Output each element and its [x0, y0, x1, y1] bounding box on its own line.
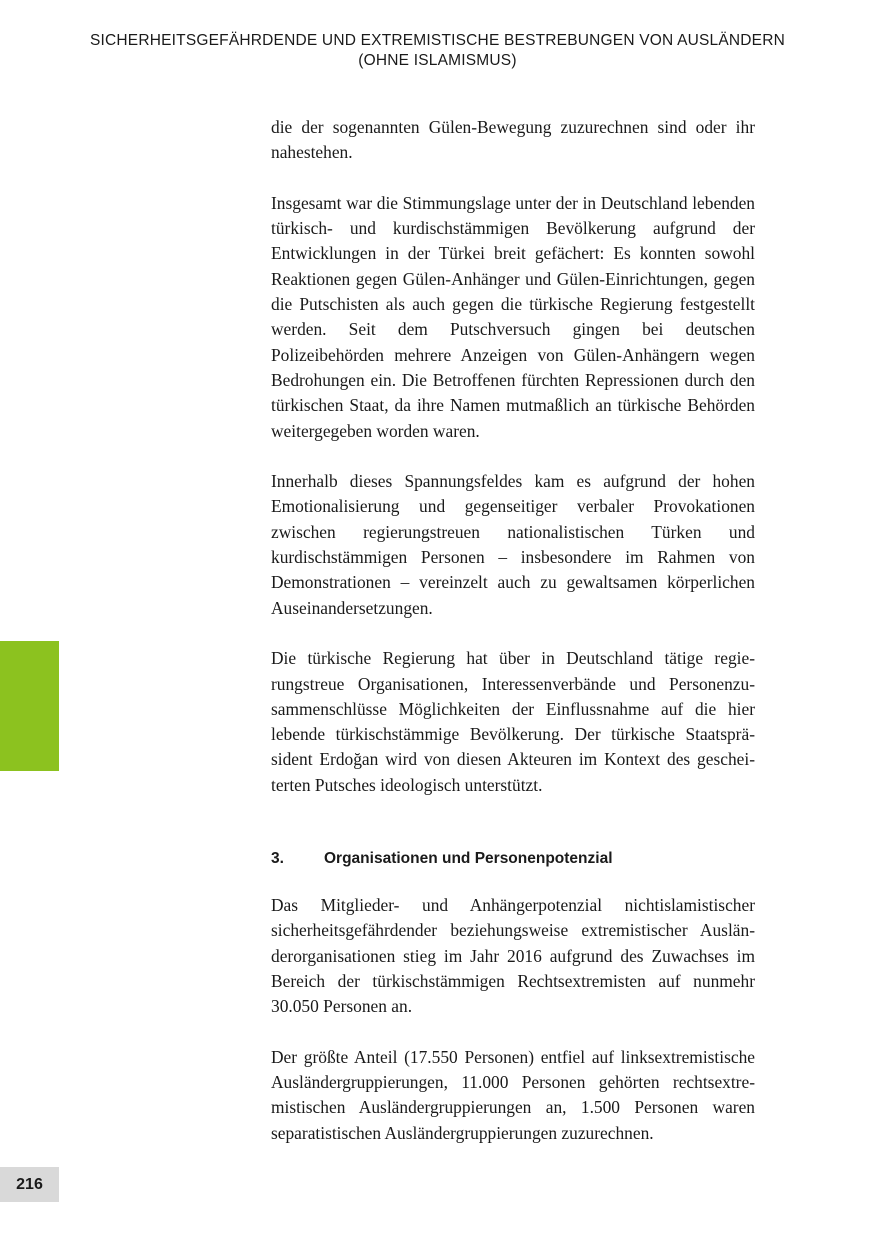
body-paragraph: die der sogenannten Gülen-Bewegung zuzurechnen sind oder ihr nahestehen. — [271, 117, 755, 163]
page-body — [271, 115, 755, 1171]
body-paragraph: Die türkische Regierung hat über in Deutschland tätige regierungstreue Organisationen, Interessenverbände und Personenzusammenschlüsse Möglichkeiten der Einflussnahme auf die hier lebende türkischstämmige Bevölkerung. Der türkische Staatspräsident Erdoğan wird von diesen Akteuren im Kontext des gescheiterten Putsches ideologisch unterstützt. — [271, 648, 755, 795]
page-number: 216 — [0, 1167, 59, 1202]
section-heading — [271, 848, 755, 870]
running-header — [60, 31, 815, 71]
body-paragraph: Der größte Anteil (17.550 Personen) entfiel auf linksextremistische Ausländergruppierungen, 11.000 Personen gehörten rechtsextremistischen Ausländergruppierungen an, 1.500 Personen waren separatistischen Ausländergruppierungen zuzurechnen. — [271, 1046, 755, 1143]
chapter-color-tab — [0, 641, 59, 771]
header-line-1: SICHERHEITSGEFÄHRDENDE UND EXTREMISTISCHE BESTREBUNGEN VON AUSLÄNDERN — [89, 32, 786, 49]
body-paragraph: Insgesamt war die Stimmungslage unter der in Deutschland lebenden türkisch- und kurdischstämmigen Bevölkerung aufgrund der Entwicklungen in der Türkei breit gefächert: Es konnten sowohl Reaktionen gegen Gülen-Anhänger und Gülen-Einrichtungen, gegen die Putschisten als auch gegen die türkische Regierung festgestellt werden. Seit dem Putschversuch gingen bei deutschen Polizeibehörden mehrere Anzeigen von Gülen-Anhängern wegen Bedrohungen ein. Die Betroffenen fürchten Repressionen durch den türkischen Staat, da ihre Namen mutmaßlich an türkische Behörden weitergegeben worden waren. — [271, 192, 755, 441]
section-number: 3. — [271, 850, 284, 868]
section-title: Organisationen und Personenpotenzial — [324, 850, 613, 868]
header-line-2: (OHNE ISLAMISMUS) — [358, 52, 517, 69]
body-paragraph: Innerhalb dieses Spannungsfeldes kam es aufgrund der hohen Emotionalisierung und gegenseitiger verbaler Provokationen zwischen regierungstreuen nationalistischen Türken und kurdischstämmigen Personen – insbesondere im Rahmen von Demonstrationen – vereinzelt auch zu gewaltsamen körperlichen Auseinandersetzungen. — [271, 471, 755, 618]
body-paragraph: Das Mitglieder- und Anhängerpotenzial nichtislamistischer sicherheitsgefährdender beziehungsweise extremistischer Ausländerorganisationen stieg im Jahr 2016 aufgrund des Zuwachses im Bereich der türkischstämmigen Rechtsextremisten auf nunmehr 30.050 Personen an. — [271, 895, 755, 1017]
